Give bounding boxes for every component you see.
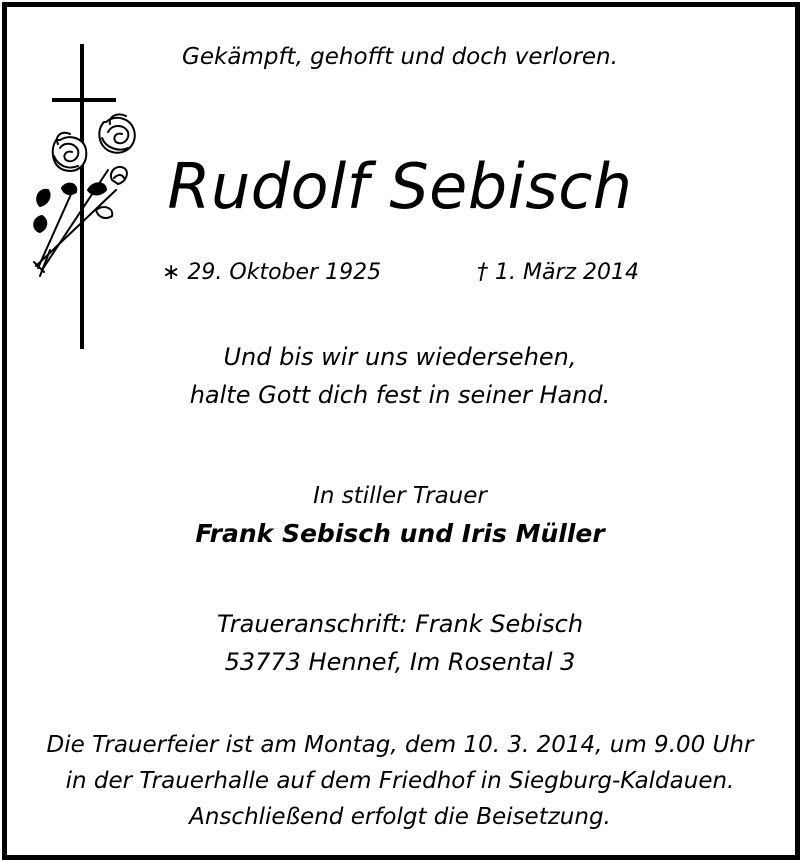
service-line-3: Anschließend erfolgt die Beisetzung.	[189, 804, 611, 830]
motto-text: Gekämpft, gehofft und doch verloren.	[182, 44, 618, 70]
verse-line-2: halte Gott dich fest in seiner Hand.	[189, 381, 611, 409]
death-date: † 1. März 2014	[477, 260, 640, 285]
service-line-2: in der Trauerhalle auf dem Friedhof in Siegburg-Kaldauen.	[65, 768, 735, 794]
address-line-2: 53773 Hennef, Im Rosental 3	[224, 648, 576, 676]
verse-line-1: Und bis wir uns wiedersehen,	[223, 343, 577, 371]
mourning-label: In stiller Trauer	[313, 483, 487, 509]
mourners-names: Frank Sebisch und Iris Müller	[195, 519, 605, 548]
deceased-name: Rudolf Sebisch	[167, 150, 633, 223]
birth-date: ∗ 29. Oktober 1925	[162, 260, 382, 285]
service-line-1: Die Trauerfeier ist am Montag, dem 10. 3. 2014, um 9.00 Uhr	[46, 732, 754, 758]
address-line-1: Traueranschrift: Frank Sebisch	[216, 610, 584, 638]
